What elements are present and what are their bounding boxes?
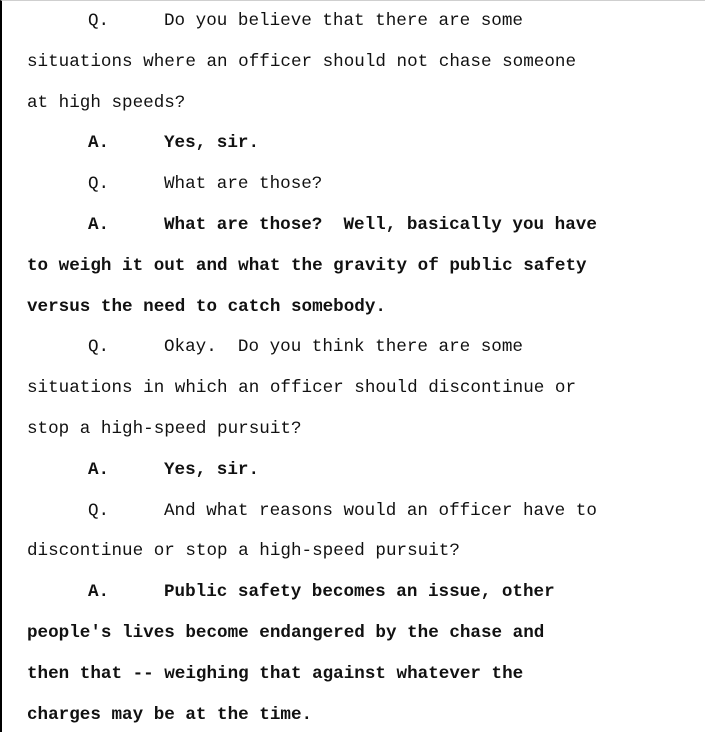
speaker-tag-answer: A. [88,582,110,603]
answer-line [27,205,697,246]
answer-continuation: versus the need to catch somebody. [27,296,386,317]
question-text: And what reasons would an officer have to [164,500,597,521]
question-continuation: stop a high-speed pursuit? [27,418,302,439]
answer-line [27,572,697,613]
question-continuation: situations where an officer should not chase someone [27,51,577,72]
question-text: Okay. Do you think there are some [164,337,523,358]
speaker-tag-question: Q. [88,11,110,31]
speaker-tag-answer: A. [88,133,110,154]
answer-text: Public safety becomes an issue, other [164,582,555,603]
question-line [27,491,697,532]
question-continuation: situations in which an officer should discontinue or [27,378,577,399]
answer-line [27,450,697,491]
speaker-tag-answer: A. [88,459,110,480]
answer-text: Yes, sir. [164,133,260,154]
question-text: What are those? [164,174,323,195]
speaker-tag-question: Q. [88,174,110,195]
speaker-tag-answer: A. [88,214,110,235]
answer-text: What are those? Well, basically you have [164,214,597,235]
answer-line [27,123,697,164]
question-continuation: at high speeds? [27,92,186,113]
deposition-transcript [27,1,697,735]
answer-continuation: charges may be at the time. [27,704,313,725]
answer-continuation: people's lives become endangered by the chase and [27,622,545,643]
answer-continuation: to weigh it out and what the gravity of public safety [27,255,587,276]
question-line [27,164,697,205]
question-line [27,327,697,368]
answer-text: Yes, sir. [164,459,260,480]
question-continuation: discontinue or stop a high-speed pursuit? [27,541,460,562]
speaker-tag-question: Q. [88,337,110,358]
question-line [27,1,697,42]
answer-continuation: then that -- weighing that against whatever the [27,663,524,684]
speaker-tag-question: Q. [88,500,110,521]
question-text: Do you believe that there are some [164,11,523,31]
